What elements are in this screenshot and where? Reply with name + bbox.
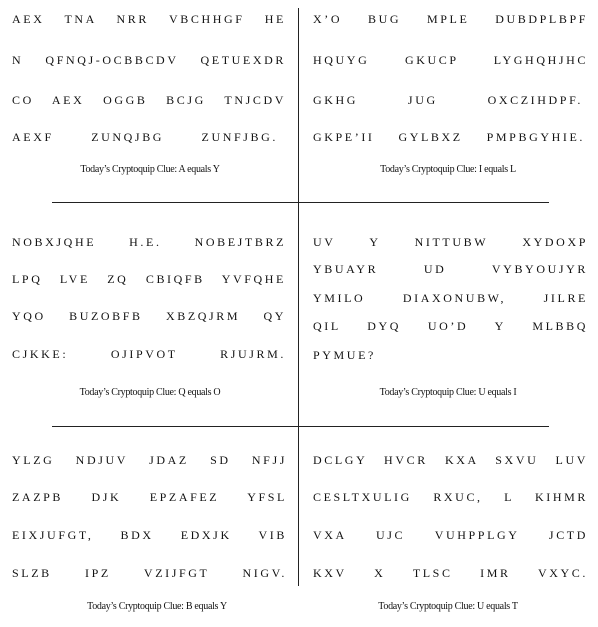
horizontal-divider-bottom: [52, 426, 549, 427]
puzzle-line: YMILO DIAXONUBW, JILRE: [313, 291, 588, 305]
puzzle-line: UV Y NITTUBW XYDOXP: [313, 235, 588, 249]
puzzle-line: VXA UJC VUHPPLGY JCTD: [313, 528, 588, 542]
puzzle-line: GKHG JUG OXCZIHDPF.: [313, 93, 583, 107]
puzzle-line: YLZG NDJUV JDAZ SD NFJJ: [12, 453, 287, 467]
horizontal-divider-top: [52, 202, 549, 203]
puzzle-line: EIXJUFGT, BDX EDXJK VIB: [12, 528, 287, 542]
puzzle-line: YBUAYR UD VYBYOUJYR: [313, 262, 588, 276]
puzzle-line: LPQ LVE ZQ CBIQFB YVFQHE: [12, 272, 286, 286]
vertical-divider: [298, 8, 299, 586]
puzzle-line: AEXF ZUNQJBG ZUNFJBG.: [12, 130, 278, 144]
puzzle-clue: Today’s Cryptoquip Clue: B equals Y: [87, 601, 227, 612]
puzzle-line: YQO BUZOBFB XBZQJRM QY: [12, 309, 286, 323]
puzzle-clue: Today’s Cryptoquip Clue: U equals I: [379, 387, 517, 398]
puzzle-line: CO AEX OGGB BCJG TNJCDV: [12, 93, 286, 107]
puzzle-clue: Today’s Cryptoquip Clue: Q equals O: [79, 387, 221, 398]
puzzle-line: X’O BUG MPLE DUBDPLBPF: [313, 12, 588, 26]
puzzle-line: KXV X TLSC IMR VXYC.: [313, 566, 588, 580]
puzzle-line: QIL DYQ UO’D Y MLBBQ: [313, 319, 588, 333]
puzzle-line: N QFNQJ-OCBBCDV QETUEXDR: [12, 53, 286, 67]
puzzle-line: CESLTXULIG RXUC, L KIHMR: [313, 490, 588, 504]
puzzle-line: NOBXJQHE H.E. NOBEJTBRZ: [12, 235, 286, 249]
puzzle-clue: Today’s Cryptoquip Clue: A equals Y: [80, 164, 220, 175]
puzzle-clue: Today’s Cryptoquip Clue: U equals T: [378, 601, 518, 612]
puzzle-line: ZAZPB DJK EPZAFEZ YFSL: [12, 490, 287, 504]
puzzle-line: CJKKE: OJIPVOT RJUJRM.: [12, 347, 286, 361]
puzzle-line: HQUYG GKUCP LYGHQHJHC: [313, 53, 588, 67]
puzzle-clue: Today’s Cryptoquip Clue: I equals L: [380, 164, 516, 175]
puzzle-line: SLZB IPZ VZIJFGT NIGV.: [12, 566, 287, 580]
puzzle-line: GKPE’II GYLBXZ PMPBGYHIE.: [313, 130, 585, 144]
puzzle-line: PYMUE?: [313, 348, 376, 362]
puzzle-line: AEX TNA NRR VBCHHGF HE: [12, 12, 286, 26]
puzzle-line: DCLGY HVCR KXA SXVU LUV: [313, 453, 588, 467]
